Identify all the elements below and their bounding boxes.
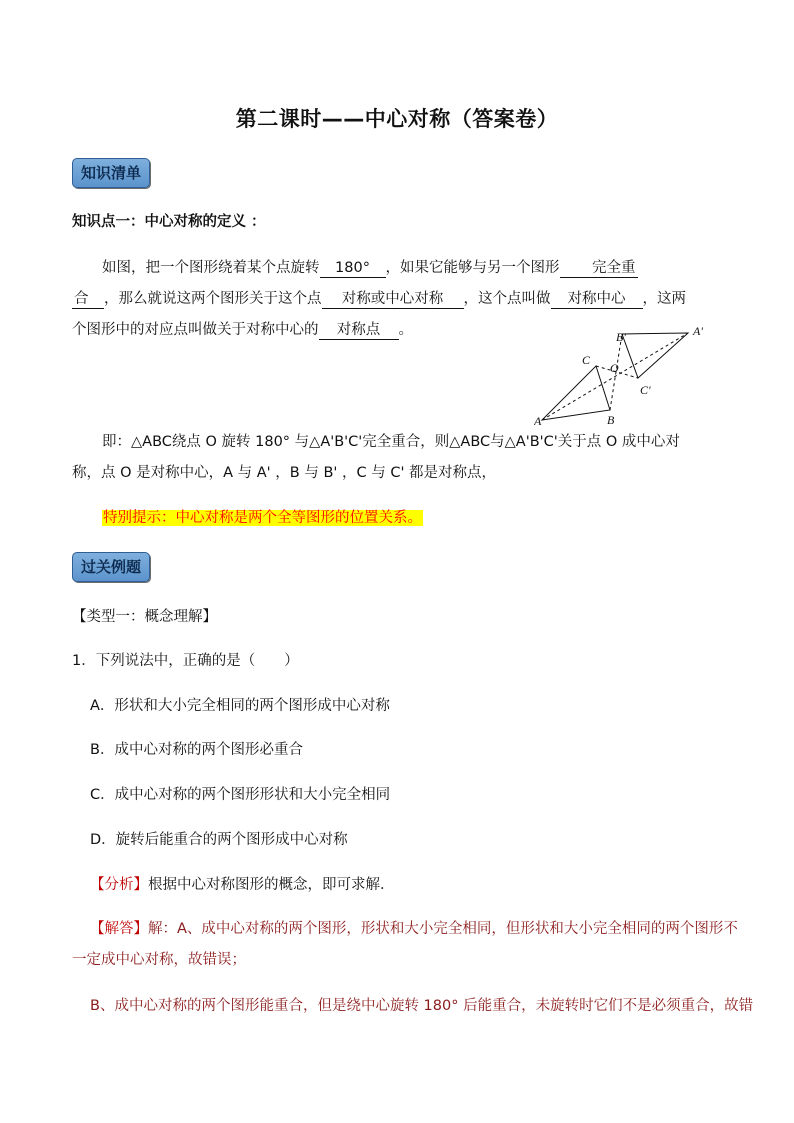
answer-blank-center: 对称中心 bbox=[551, 290, 643, 309]
definition-line-1: 如图，把一个图形绕着某个点旋转 180° ，如果它能够与另一个图形 完全重 bbox=[102, 260, 636, 276]
answer-line-1: 【解答】解：A、成中心对称的两个图形，形状和大小完全相同，但形状和大小完全相同的两个图形不 bbox=[90, 921, 738, 937]
knowledge-point-1-heading: 知识点一：中心对称的定义 ： bbox=[72, 214, 266, 230]
label-C-prime: C' bbox=[640, 383, 651, 397]
option-C: C．成中心对称的两个图形形状和大小完全相同 bbox=[90, 787, 391, 803]
label-O: O bbox=[610, 361, 619, 375]
answer-blank-coincide-b: 合 bbox=[72, 290, 104, 309]
explanation-line-2: 称，点 O 是对称中心，A 与 A' ，B 与 B' ，C 与 C' 都是对称点， bbox=[72, 465, 497, 481]
label-B-prime: B' bbox=[616, 330, 626, 344]
type-heading: 【类型一：概念理解】 bbox=[72, 609, 217, 625]
section-knowledge-list: 知识清单 bbox=[72, 158, 150, 188]
question-1-stem: 1．下列说法中，正确的是（ ） bbox=[72, 653, 299, 669]
label-A-prime: A' bbox=[693, 326, 703, 338]
page-title: 第二课时——中心对称（答案卷） bbox=[235, 107, 559, 131]
answer-blank-coincide-a: 完全重 bbox=[560, 259, 638, 278]
answer-tag: 【解答】 bbox=[90, 921, 148, 937]
section-examples: 过关例题 bbox=[72, 552, 150, 582]
answer-blank-180: 180° bbox=[320, 259, 386, 278]
answer-line-3: B、成中心对称的两个图形能重合，但是绕中心旋转 180° 后能重合，未旋转时它们不是必须重合，故错 bbox=[90, 998, 754, 1014]
explanation-line-1: 即：△ABC绕点 O 旋转 180° 与△A'B'C'完全重合，则△ABC与△A'B'C'关于点 O 成中心对 bbox=[102, 434, 680, 450]
central-symmetry-diagram bbox=[534, 326, 714, 426]
analysis-line: 【分析】根据中心对称图形的概念，即可求解． bbox=[90, 877, 395, 893]
option-D: D．旋转后能重合的两个图形成中心对称 bbox=[90, 832, 348, 848]
special-tip: 特别提示：中心对称是两个全等图形的位置关系。 bbox=[103, 510, 422, 526]
answer-blank-symmetric: 对称或中心对称 bbox=[322, 290, 464, 309]
option-A: A．形状和大小完全相同的两个图形成中心对称 bbox=[90, 698, 390, 714]
definition-line-3: 个图形中的对应点叫做关于对称中心的 对称点 。 bbox=[72, 322, 413, 338]
label-B: B bbox=[607, 413, 615, 426]
definition-line-2: 合 ，那么就说这两个图形关于这个点 对称或中心对称 ，这个点叫做 对称中心 ，这两 bbox=[74, 291, 686, 307]
analysis-tag: 【分析】 bbox=[90, 877, 148, 893]
answer-blank-symmetric-point: 对称点 bbox=[319, 321, 399, 340]
label-C: C bbox=[582, 353, 591, 367]
option-B: B．成中心对称的两个图形必重合 bbox=[90, 742, 303, 758]
answer-line-2: 一定成中心对称，故错误； bbox=[72, 952, 246, 968]
label-A: A bbox=[534, 414, 542, 426]
